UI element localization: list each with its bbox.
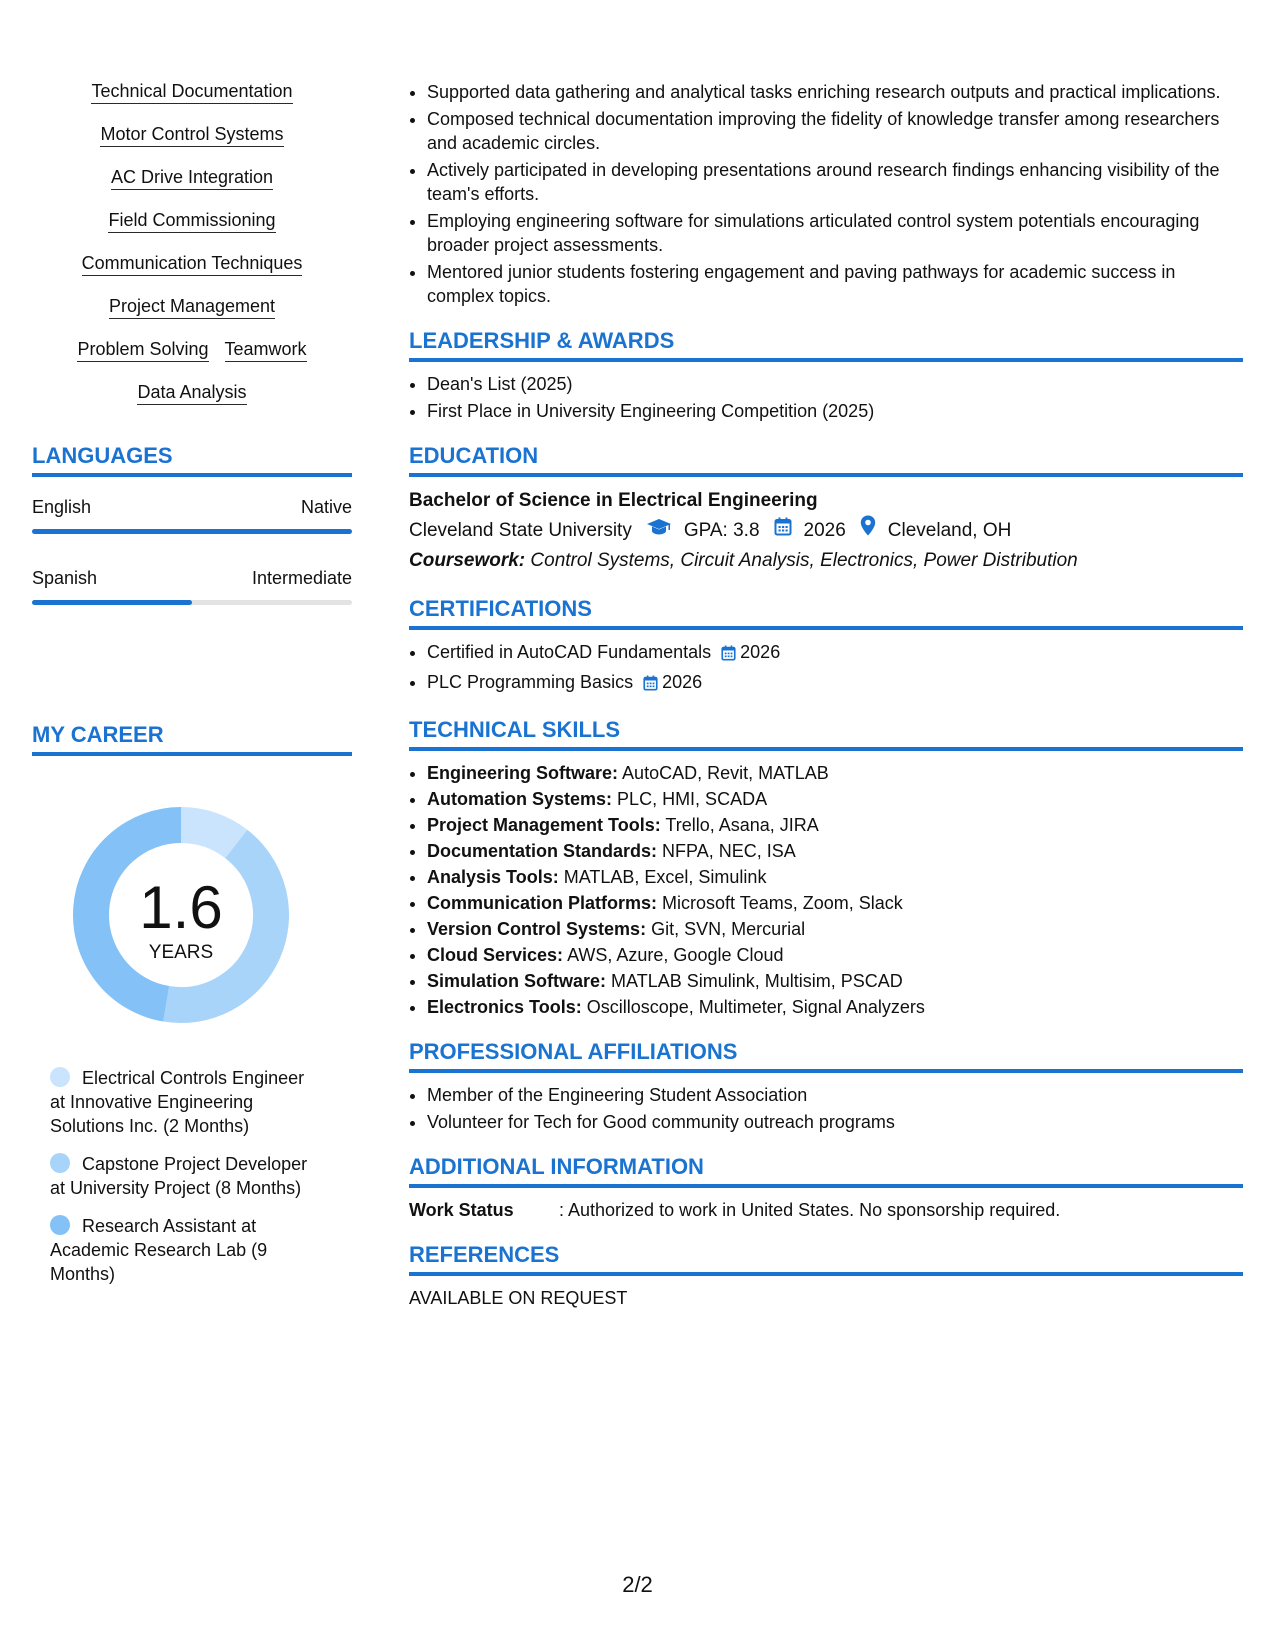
language-level: Intermediate bbox=[251, 568, 352, 588]
education-details bbox=[409, 515, 1243, 546]
technical-skill-category: Communication Platforms: bbox=[427, 893, 658, 913]
skill-tag: Motor Control Systems bbox=[100, 123, 283, 147]
references-text: AVAILABLE ON REQUEST bbox=[409, 1288, 628, 1308]
experience-bullet: • Supported data gathering and analytical tasks enriching research outputs and practical implications. bbox=[427, 80, 1243, 104]
technical-skills-heading: TECHNICAL SKILLS bbox=[409, 717, 1243, 751]
technical-skill-item bbox=[427, 865, 1243, 889]
graduation-cap-icon bbox=[646, 516, 672, 546]
skill-tag: AC Drive Integration bbox=[111, 166, 273, 190]
calendar-icon bbox=[721, 643, 736, 667]
graduation-year: 2026 bbox=[803, 519, 846, 541]
award-item: • Dean's List (2025) bbox=[427, 372, 1243, 396]
legend-dot-icon bbox=[50, 1153, 70, 1173]
education-section bbox=[409, 443, 1243, 576]
technical-skill-item bbox=[427, 787, 1243, 811]
career-section bbox=[32, 722, 352, 1300]
leadership-heading: LEADERSHIP & AWARDS bbox=[409, 328, 1243, 362]
technical-skill-values: MATLAB Simulink, Multisim, PSCAD bbox=[611, 971, 903, 991]
language-proficiency-bar bbox=[32, 529, 352, 534]
school-name: Cleveland State University bbox=[409, 519, 632, 541]
affiliation-item: • Volunteer for Tech for Good community outreach programs bbox=[427, 1110, 1243, 1134]
technical-skill-values: Oscilloscope, Multimeter, Signal Analyzers bbox=[586, 997, 925, 1017]
technical-skill-values: Git, SVN, Mercurial bbox=[651, 919, 806, 939]
career-legend-item bbox=[50, 1066, 320, 1138]
skill-line bbox=[32, 252, 352, 276]
technical-skill-category: Version Control Systems: bbox=[427, 919, 647, 939]
career-legend-item bbox=[50, 1152, 320, 1200]
skill-line bbox=[32, 295, 352, 319]
skill-line bbox=[32, 381, 352, 405]
technical-skill-category: Electronics Tools: bbox=[427, 997, 582, 1017]
language-proficiency-bar bbox=[32, 600, 352, 605]
technical-skill-item bbox=[427, 891, 1243, 915]
languages-heading: LANGUAGES bbox=[32, 443, 352, 477]
left-column bbox=[32, 80, 352, 605]
career-total-years: 1.6 bbox=[139, 874, 223, 941]
additional-info-section bbox=[409, 1154, 1243, 1222]
language-item bbox=[32, 568, 352, 605]
technical-skill-item bbox=[427, 943, 1243, 967]
work-status-value: : Authorized to work in United States. No sponsorship required. bbox=[559, 1200, 1061, 1220]
technical-skill-item bbox=[427, 761, 1243, 785]
technical-skill-item bbox=[427, 995, 1243, 1019]
certifications-heading: CERTIFICATIONS bbox=[409, 596, 1243, 630]
skill-line bbox=[32, 80, 352, 104]
technical-skill-values: AutoCAD, Revit, MATLAB bbox=[622, 763, 829, 783]
experience-bullet: • Actively participated in developing presentations around research findings enhancing visibility of the team's efforts. bbox=[427, 158, 1243, 206]
page-number: 2/2 bbox=[622, 1572, 653, 1597]
technical-skill-category: Documentation Standards: bbox=[427, 841, 658, 861]
technical-skill-category: Project Management Tools: bbox=[427, 815, 661, 835]
technical-skill-category: Engineering Software: bbox=[427, 763, 619, 783]
technical-skill-values: MATLAB, Excel, Simulink bbox=[563, 867, 767, 887]
affiliation-item: • Member of the Engineering Student Association bbox=[427, 1083, 1243, 1107]
technical-skill-category: Simulation Software: bbox=[427, 971, 607, 991]
work-status-row bbox=[409, 1198, 1243, 1222]
technical-skill-values: PLC, HMI, SCADA bbox=[617, 789, 768, 809]
technical-skills-list bbox=[409, 761, 1243, 1019]
skill-line bbox=[32, 123, 352, 147]
languages-section bbox=[32, 443, 352, 605]
technical-skill-category: Analysis Tools: bbox=[427, 867, 559, 887]
technical-skill-values: Microsoft Teams, Zoom, Slack bbox=[662, 893, 903, 913]
career-legend-label: Electrical Controls Engineer at Innovative Engineering Solutions Inc. (2 Months) bbox=[50, 1068, 305, 1136]
technical-skill-category: Automation Systems: bbox=[427, 789, 613, 809]
career-legend-label: Research Assistant at Academic Research Lab (9 Months) bbox=[50, 1216, 268, 1284]
technical-skill-item bbox=[427, 839, 1243, 863]
language-item bbox=[32, 497, 352, 534]
skill-tag: Problem Solving bbox=[77, 338, 208, 362]
coursework-line bbox=[409, 546, 1243, 576]
certification-name: Certified in AutoCAD Fundamentals bbox=[427, 642, 712, 662]
skill-tag: Technical Documentation bbox=[91, 80, 292, 104]
skill-tag: Data Analysis bbox=[137, 381, 246, 405]
technical-skill-category: Cloud Services: bbox=[427, 945, 564, 965]
additional-info-heading: ADDITIONAL INFORMATION bbox=[409, 1154, 1243, 1188]
language-proficiency-fill bbox=[32, 600, 192, 605]
language-proficiency-fill bbox=[32, 529, 352, 534]
skill-tag: Communication Techniques bbox=[82, 252, 303, 276]
career-unit-label: YEARS bbox=[148, 942, 214, 963]
certification-year: 2026 bbox=[740, 642, 781, 662]
affiliations-section bbox=[409, 1039, 1243, 1134]
degree-title: Bachelor of Science in Electrical Engineering bbox=[409, 490, 818, 511]
certification-year: 2026 bbox=[662, 672, 703, 692]
language-level: Native bbox=[300, 497, 352, 517]
technical-skills-section bbox=[409, 717, 1243, 1019]
gpa-value: GPA: 3.8 bbox=[683, 519, 760, 541]
legend-dot-icon bbox=[50, 1215, 70, 1235]
coursework-list: Control Systems, Circuit Analysis, Electronics, Power Distribution bbox=[530, 550, 1078, 571]
experience-bullet: • Composed technical documentation improving the fidelity of knowledge transfer among researchers and academic circles. bbox=[427, 107, 1243, 155]
technical-skill-values: Trello, Asana, JIRA bbox=[665, 815, 819, 835]
experience-bullet: • Employing engineering software for simulations articulated control system potentials encouraging broader project assessments. bbox=[427, 209, 1243, 257]
skill-tag: Field Commissioning bbox=[108, 209, 275, 233]
technical-skill-values: AWS, Azure, Google Cloud bbox=[567, 945, 784, 965]
affiliations-heading: PROFESSIONAL AFFILIATIONS bbox=[409, 1039, 1243, 1073]
work-status-label: Work Status bbox=[409, 1200, 514, 1220]
experience-bullets bbox=[409, 80, 1243, 308]
skill-line bbox=[32, 209, 352, 233]
award-item: • First Place in University Engineering Competition (2025) bbox=[427, 399, 1243, 423]
right-column bbox=[409, 80, 1243, 1310]
technical-skill-values: NFPA, NEC, ISA bbox=[662, 841, 796, 861]
career-legend bbox=[50, 1066, 320, 1286]
language-name: Spanish bbox=[32, 568, 98, 588]
skill-line bbox=[32, 338, 352, 362]
certification-name: PLC Programming Basics bbox=[427, 672, 634, 692]
language-name: English bbox=[32, 497, 92, 517]
calendar-icon bbox=[774, 516, 792, 546]
skill-tag: Teamwork bbox=[225, 338, 307, 362]
technical-skill-item bbox=[427, 813, 1243, 837]
career-donut-chart bbox=[66, 800, 296, 1030]
references-heading: REFERENCES bbox=[409, 1242, 1243, 1276]
calendar-icon bbox=[643, 673, 658, 697]
references-section bbox=[409, 1242, 1243, 1310]
technical-skill-item bbox=[427, 917, 1243, 941]
certifications-list bbox=[409, 640, 1243, 697]
career-heading: MY CAREER bbox=[32, 722, 352, 756]
skill-tag: Project Management bbox=[109, 295, 275, 319]
career-legend-item bbox=[50, 1214, 320, 1286]
location-pin-icon bbox=[860, 515, 876, 546]
skill-line bbox=[32, 166, 352, 190]
affiliations-list bbox=[409, 1083, 1243, 1134]
career-legend-label: Capstone Project Developer at University Project (8 Months) bbox=[50, 1154, 308, 1198]
certifications-section bbox=[409, 596, 1243, 697]
certification-item bbox=[427, 640, 1243, 667]
technical-skill-item bbox=[427, 969, 1243, 993]
coursework-label: Coursework: bbox=[409, 550, 526, 571]
education-heading: EDUCATION bbox=[409, 443, 1243, 477]
experience-bullet: • Mentored junior students fostering engagement and paving pathways for academic success in complex topics. bbox=[427, 260, 1243, 308]
leadership-section bbox=[409, 328, 1243, 423]
legend-dot-icon bbox=[50, 1067, 70, 1087]
skills-tag-list bbox=[32, 80, 352, 405]
leadership-list bbox=[409, 372, 1243, 423]
certification-item bbox=[427, 670, 1243, 697]
education-location: Cleveland, OH bbox=[887, 519, 1012, 541]
